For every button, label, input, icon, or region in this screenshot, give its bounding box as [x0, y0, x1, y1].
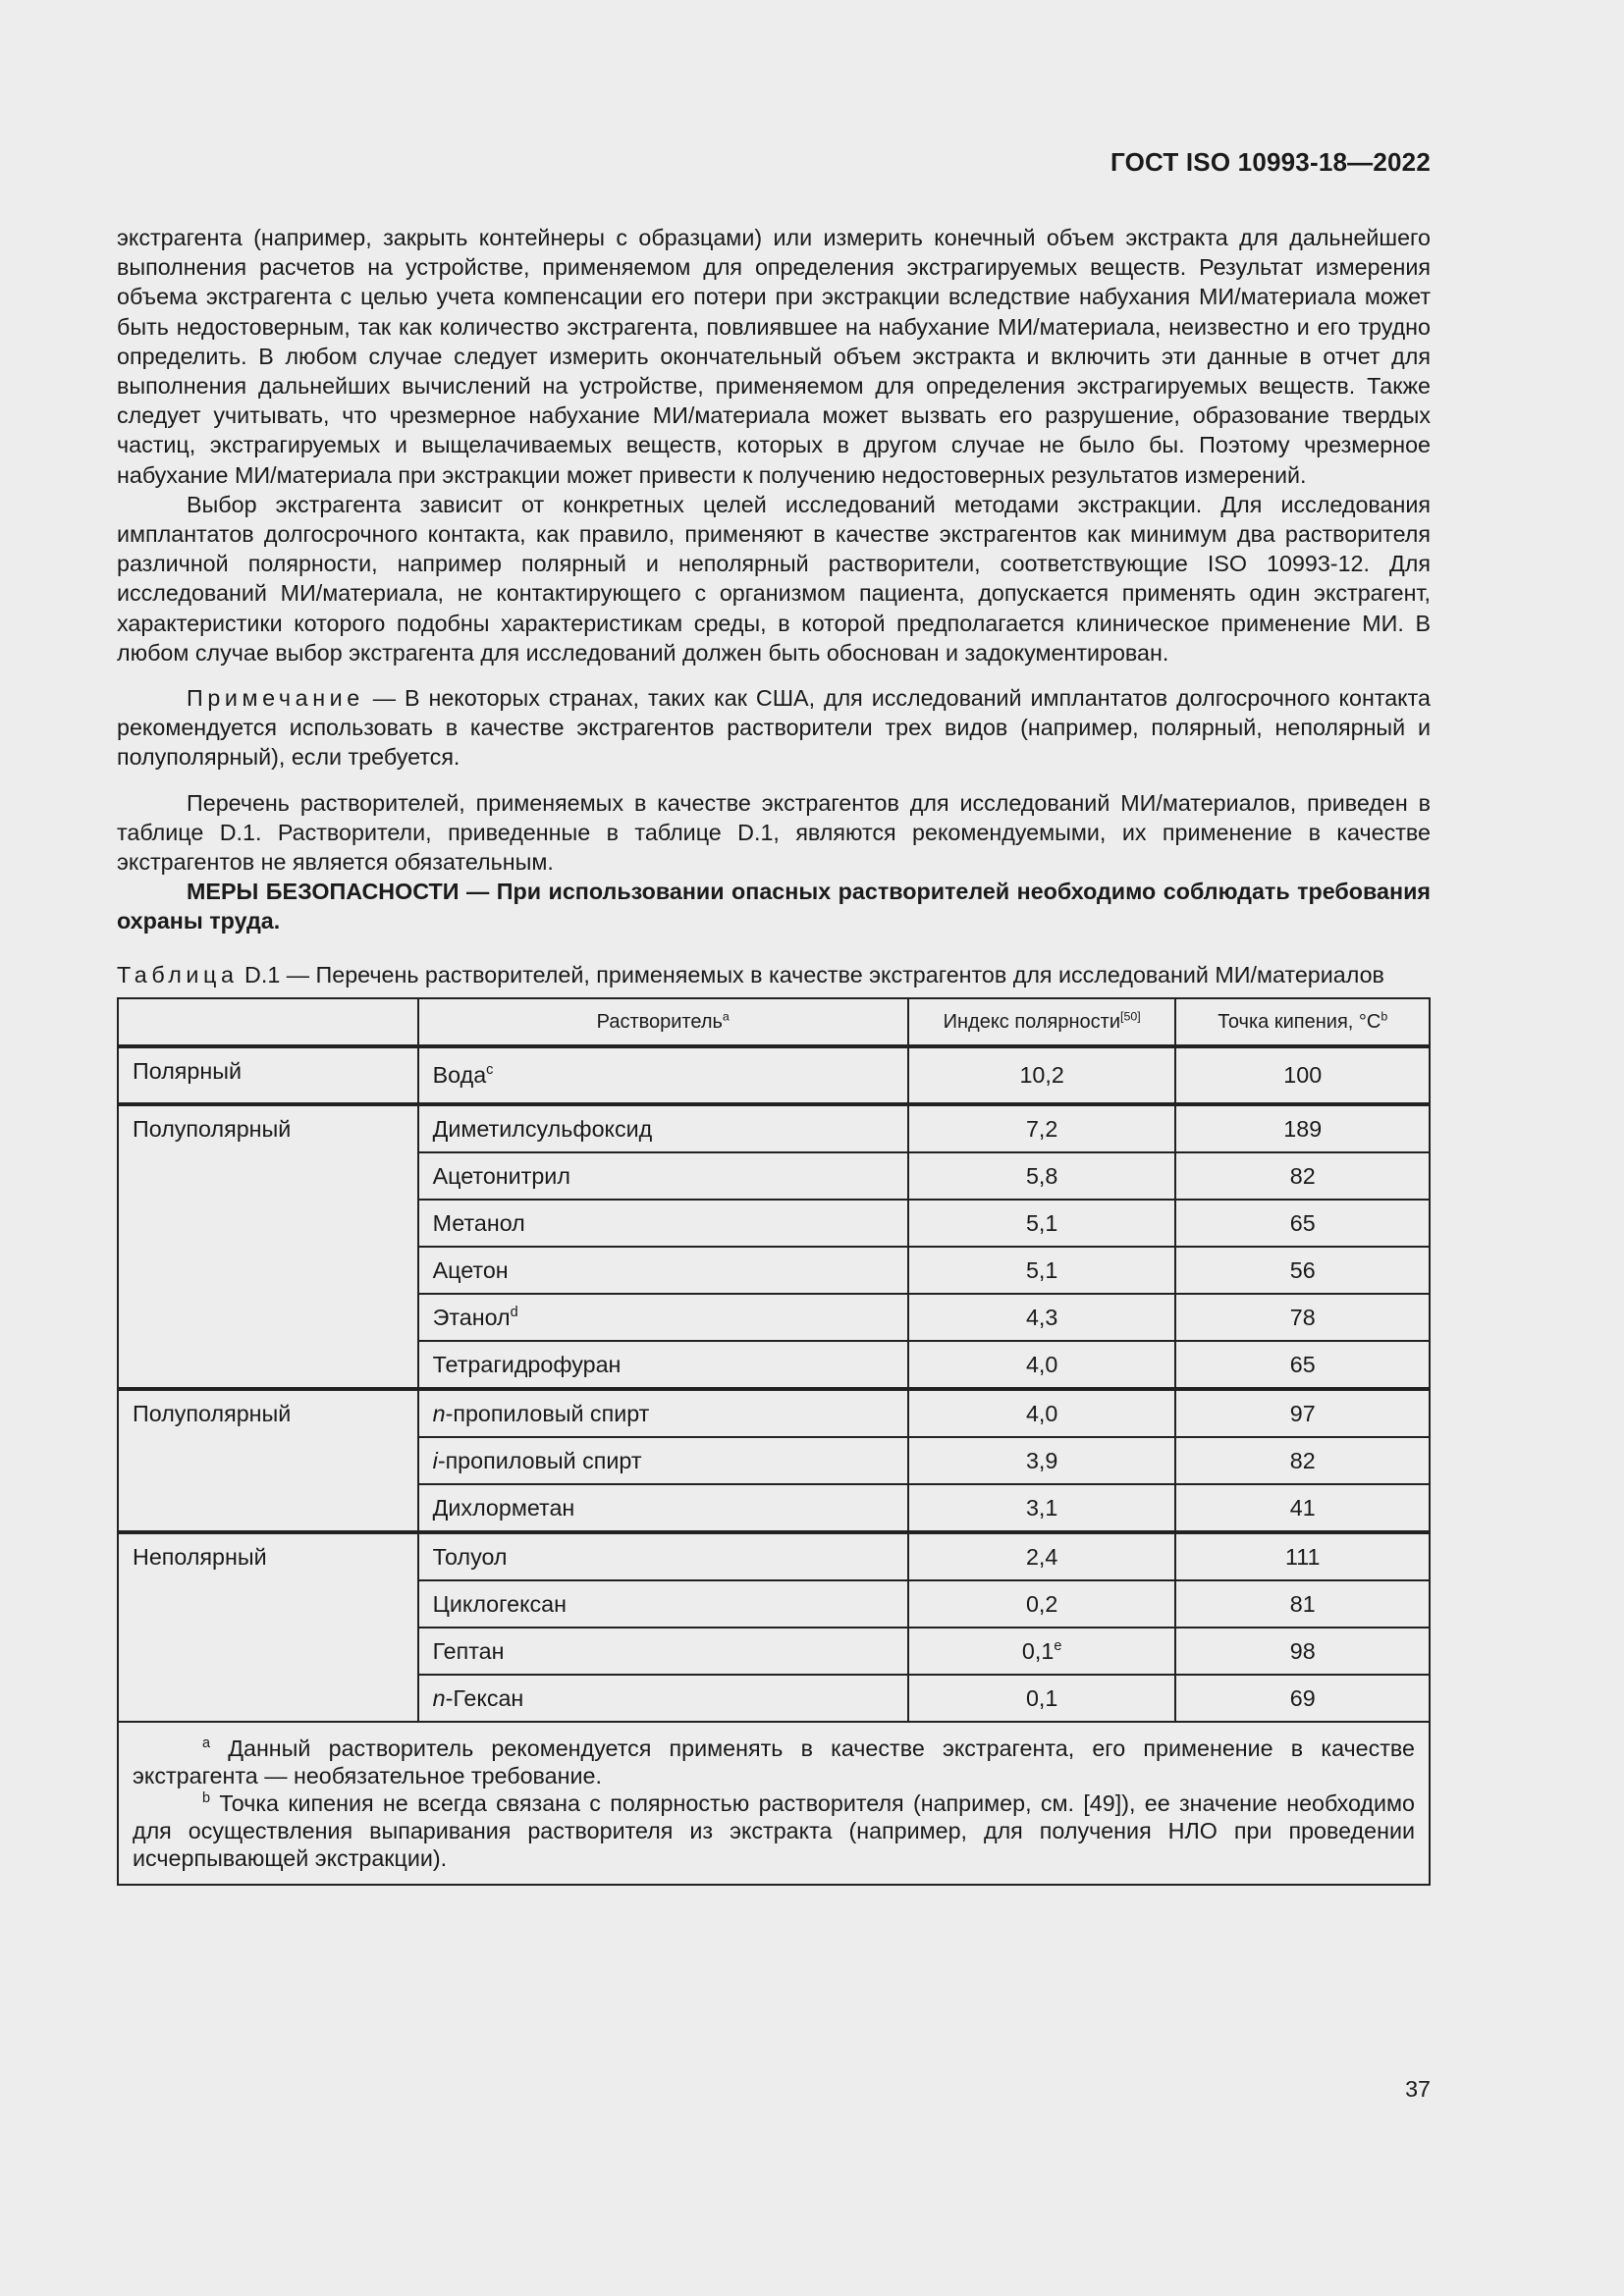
solvent-cell — [418, 1046, 908, 1104]
polarity-index-cell — [908, 1294, 1176, 1341]
document-body — [117, 223, 1431, 1886]
solvent-cell — [418, 1152, 908, 1200]
polarity-index-cell — [908, 1152, 1176, 1200]
solvent-cell — [418, 1675, 908, 1722]
table-caption-label: Таблица — [117, 961, 239, 988]
note-label: Примечание — [187, 685, 364, 712]
polarity-index-value: 0,1 — [1021, 1637, 1055, 1664]
polarity-index-value: 5,1 — [1025, 1209, 1058, 1236]
boiling-point-cell: 56 — [1175, 1247, 1430, 1294]
group-cell: Полярный — [118, 1046, 418, 1104]
solvent-footnote-mark: c — [486, 1062, 494, 1079]
table-caption — [117, 960, 1431, 989]
polarity-index-value: 4,3 — [1025, 1304, 1058, 1330]
solvent-name: -пропиловый спирт — [437, 1447, 642, 1473]
solvent-name: Толуол — [432, 1543, 508, 1570]
polarity-index-cell — [908, 1046, 1176, 1104]
solvent-cell — [418, 1200, 908, 1247]
solvent-cell — [418, 1532, 908, 1580]
solvent-cell — [418, 1389, 908, 1437]
polarity-index-value: 3,1 — [1025, 1494, 1058, 1521]
footnotes-row — [118, 1722, 1430, 1885]
header-group — [118, 998, 418, 1046]
boiling-point-cell: 41 — [1175, 1484, 1430, 1532]
paragraph-2: Выбор экстрагента зависит от конкретных целей исследований методами экстракции. Для исследования имплантатов долгосрочного контакта, как правило, применяют в качестве экстрагентов как минимум два растворителя различной полярности, например полярный и неполярный растворители, соответствующие ISO 10993-12. Для исследований МИ/материала, не контактирующего с организмом пациента, допускается применять один экстрагент, характеристики которого подобны характеристикам среды, в которой предполагается клиническое применение МИ. В любом случае выбор экстрагента для исследований должен быть обоснован и задокументирован. — [117, 491, 1431, 666]
polarity-index-value: 5,8 — [1025, 1162, 1058, 1189]
solvent-cell — [418, 1247, 908, 1294]
solvent-cell — [418, 1294, 908, 1341]
table-row — [118, 1389, 1430, 1437]
solvent-name: Дихлорметан — [432, 1494, 575, 1521]
group-cell: Полуполярный — [118, 1389, 418, 1532]
header-solvent-text: Растворитель — [596, 1010, 723, 1033]
solvent-prefix: n — [432, 1400, 446, 1426]
polarity-index-value: 5,1 — [1025, 1256, 1058, 1283]
polarity-index-cell — [908, 1200, 1176, 1247]
polarity-index-cell — [908, 1247, 1176, 1294]
solvent-name: Вода — [432, 1062, 487, 1089]
header-boiling-sup: b — [1380, 1009, 1388, 1024]
solvent-name: Метанол — [432, 1209, 525, 1236]
solvent-prefix: i — [432, 1447, 438, 1473]
solvent-cell — [418, 1628, 908, 1675]
header-polarity-sup: [50] — [1120, 1009, 1141, 1024]
solvent-name: Тетрагидрофуран — [432, 1351, 622, 1377]
note-text: — В некоторых странах, таких как США, для исследований имплантатов долгосрочного контакта рекомендуется использовать в качестве экстрагентов растворители трех видов (например, полярный, неполярный и полуполярный), если требуется. — [117, 685, 1431, 771]
solvent-cell — [418, 1484, 908, 1532]
table-row — [118, 1104, 1430, 1152]
solvents-table — [117, 997, 1431, 1886]
boiling-point-cell: 69 — [1175, 1675, 1430, 1722]
solvent-name: Ацетон — [432, 1256, 509, 1283]
table-body — [118, 1046, 1430, 1722]
boiling-point-cell: 82 — [1175, 1152, 1430, 1200]
boiling-point-cell: 100 — [1175, 1046, 1430, 1104]
header-polarity — [908, 998, 1176, 1046]
solvent-cell — [418, 1104, 908, 1152]
solvent-prefix: n — [432, 1684, 446, 1711]
standard-header: ГОСТ ISO 10993-18—2022 — [1110, 147, 1431, 177]
solvent-name: Циклогексан — [432, 1590, 568, 1617]
boiling-point-cell: 98 — [1175, 1628, 1430, 1675]
polarity-index-cell — [908, 1532, 1176, 1580]
polarity-index-value: 4,0 — [1025, 1351, 1058, 1377]
polarity-index-value: 7,2 — [1025, 1115, 1058, 1142]
footnote-text: Точка кипения не всегда связана с полярностью растворителя (например, см. [49]), ее значение необходимо для осуществления выпаривания растворителя из экстракта (например, для получения НЛО при проведении исчерпывающей экстракции). — [133, 1789, 1415, 1871]
solvent-name: Ацетонитрил — [432, 1162, 570, 1189]
header-boiling-text: Точка кипения, °C — [1218, 1010, 1381, 1033]
boiling-point-cell: 82 — [1175, 1437, 1430, 1484]
footnote-mark: b — [202, 1789, 211, 1806]
footnote-text: Данный растворитель рекомендуется применять в качестве экстрагента, его применение в качестве экстрагента — необязательное требование. — [133, 1735, 1415, 1789]
table-footnote — [133, 1735, 1415, 1789]
paragraph-3: Перечень растворителей, применяемых в качестве экстрагентов для исследований МИ/материалов, приведен в таблице D.1. Растворители, приведенные в таблице D.1, являются рекомендуемыми, их применение в качестве экстрагентов не является обязательным. — [117, 789, 1431, 876]
note-paragraph — [117, 683, 1431, 773]
boiling-point-cell: 65 — [1175, 1200, 1430, 1247]
polarity-index-cell — [908, 1484, 1176, 1532]
polarity-index-value: 4,0 — [1025, 1400, 1058, 1426]
solvent-name: Диметилсульфоксид — [432, 1115, 653, 1142]
table-footnote — [133, 1789, 1415, 1872]
boiling-point-cell: 78 — [1175, 1294, 1430, 1341]
polarity-index-cell — [908, 1437, 1176, 1484]
boiling-point-cell: 65 — [1175, 1341, 1430, 1389]
safety-warning: МЕРЫ БЕЗОПАСНОСТИ — При использовании опасных растворителей необходимо соблюдать требования охраны труда. — [117, 879, 1431, 934]
table-footnotes — [118, 1722, 1430, 1885]
header-boiling — [1175, 998, 1430, 1046]
header-polarity-text: Индекс полярности — [943, 1010, 1120, 1033]
table-caption-text: D.1 — Перечень растворителей, применяемых в качестве экстрагентов для исследований МИ/материалов — [238, 961, 1384, 988]
solvent-name: -Гексан — [445, 1684, 524, 1711]
polarity-index-value: 0,2 — [1025, 1590, 1058, 1617]
header-solvent — [418, 998, 908, 1046]
polarity-index-value: 3,9 — [1025, 1447, 1058, 1473]
polarity-index-value: 0,1 — [1025, 1684, 1058, 1711]
polarity-index-cell — [908, 1580, 1176, 1628]
index-footnote-mark: e — [1054, 1637, 1062, 1654]
boiling-point-cell: 189 — [1175, 1104, 1430, 1152]
paragraph-1: экстрагента (например, закрыть контейнеры с образцами) или измерить конечный объем экстракта для дальнейшего выполнения расчетов на устройстве, применяемом для определения экстрагируемых веществ. Результат измерения объема экстрагента с целью учета компенсации его потери при экстракции вследствие набухания МИ/материала может быть недостоверным, так как количество экстрагента, повлиявшее на набухание МИ/материала, неизвестно и его трудно определить. В любом случае следует измерить окончательный объем экстракта и включить эти данные в отчет для выполнения дальнейших вычислений на устройстве, применяемом для определения экстрагируемых веществ. Также следует учитывать, что чрезмерное набухание МИ/материала может вызвать его разрушение, образование твердых частиц, экстрагируемых и выщелачиваемых веществ, которых в другом случае не было бы. Поэтому чрезмерное набухание МИ/материала при экстракции может привести к получению недостоверных результатов измерений. — [117, 225, 1431, 488]
table-header-row — [118, 998, 1430, 1046]
boiling-point-cell: 97 — [1175, 1389, 1430, 1437]
footnote-mark: a — [202, 1735, 211, 1751]
polarity-index-value: 2,4 — [1025, 1543, 1058, 1570]
polarity-index-cell — [908, 1104, 1176, 1152]
table-row — [118, 1046, 1430, 1104]
page-number: 37 — [1405, 2076, 1431, 2102]
polarity-index-cell — [908, 1341, 1176, 1389]
polarity-index-cell — [908, 1675, 1176, 1722]
polarity-index-value: 10,2 — [1019, 1062, 1064, 1089]
polarity-index-cell — [908, 1628, 1176, 1675]
solvent-cell — [418, 1437, 908, 1484]
solvent-cell — [418, 1580, 908, 1628]
boiling-point-cell: 111 — [1175, 1532, 1430, 1580]
solvent-cell — [418, 1341, 908, 1389]
table-row — [118, 1532, 1430, 1580]
solvent-name: -пропиловый спирт — [445, 1400, 650, 1426]
solvent-name: Этанол — [432, 1304, 511, 1330]
boiling-point-cell: 81 — [1175, 1580, 1430, 1628]
solvent-footnote-mark: d — [510, 1304, 518, 1320]
group-cell: Полуполярный — [118, 1104, 418, 1389]
polarity-index-cell — [908, 1389, 1176, 1437]
header-solvent-sup: a — [722, 1009, 730, 1024]
group-cell: Неполярный — [118, 1532, 418, 1722]
solvent-name: Гептан — [432, 1637, 505, 1664]
